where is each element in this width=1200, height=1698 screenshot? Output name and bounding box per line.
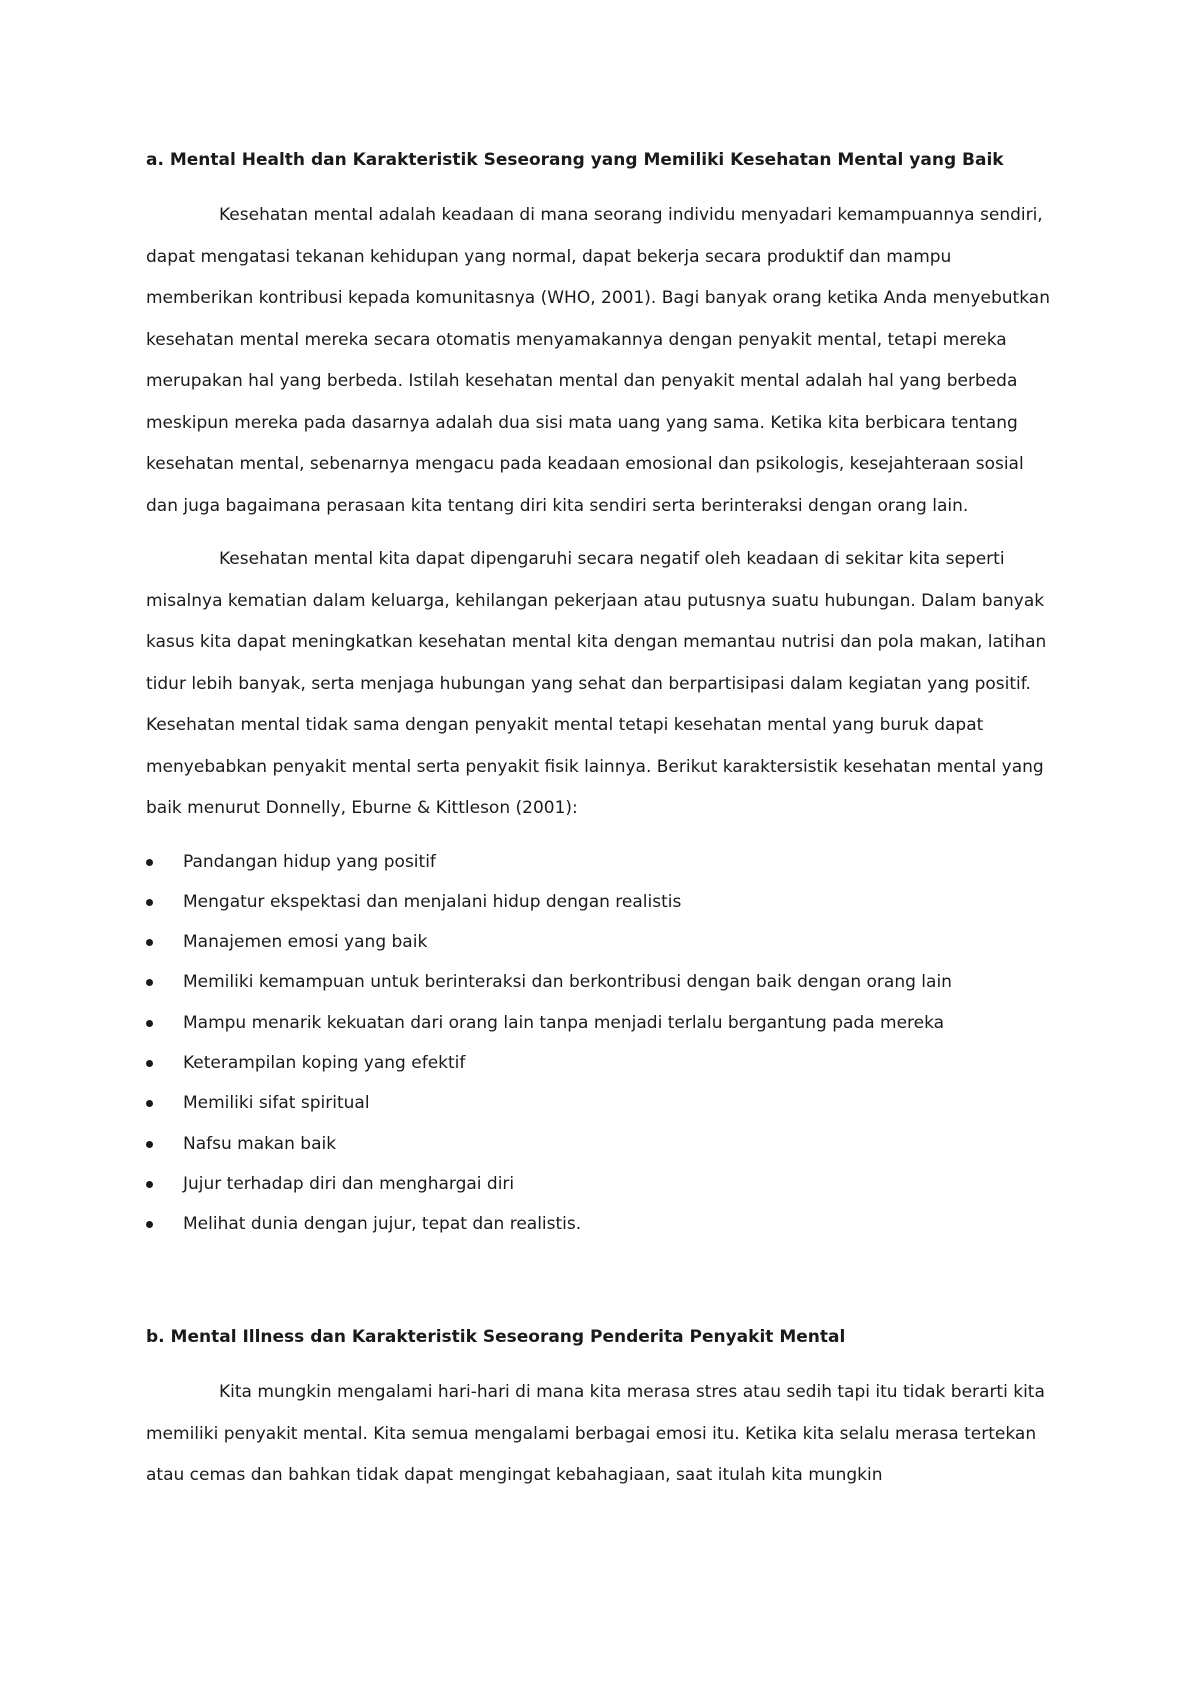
section-mental-illness: [146, 1322, 1061, 1497]
list-item: [146, 842, 1061, 882]
section-mental-health: [146, 145, 1061, 1244]
list-item: [146, 882, 1061, 922]
bullet-icon: [146, 1020, 153, 1027]
list-item-text: Keterampilan koping yang efektif: [183, 1052, 466, 1073]
list-item: [146, 1164, 1061, 1204]
section-a-heading: a. Mental Health dan Karakteristik Seseorang yang Memiliki Kesehatan Mental yang Baik: [146, 150, 1004, 170]
bullet-icon: [146, 939, 153, 946]
list-item-text: Pandangan hidup yang positif: [183, 851, 436, 872]
section-b-paragraph-1: Kita mungkin mengalami hari-hari di mana kita merasa stres atau sedih tapi itu tidak berarti kita memiliki penyakit mental. Kita semua mengalami berbagai emosi itu. Ketika kita selalu merasa tertekan atau cemas dan bahkan tidak dapat mengingat kebahagiaan, saat itulah kita mungkin: [146, 1382, 1045, 1486]
list-item-text: Mengatur ekspektasi dan menjalani hidup dengan realistis: [183, 891, 682, 912]
list-item-text: Jujur terhadap diri dan menghargai diri: [183, 1173, 515, 1194]
characteristics-list: [146, 842, 1061, 1245]
bullet-icon: [146, 1141, 153, 1148]
bullet-icon: [146, 1221, 153, 1228]
document-body: [146, 145, 1061, 1497]
list-item-text: Mampu menarik kekuatan dari orang lain tanpa menjadi terlalu bergantung pada mereka: [183, 1012, 945, 1033]
list-item-text: Manajemen emosi yang baik: [183, 932, 428, 953]
list-item: [146, 922, 1061, 962]
bullet-icon: [146, 979, 153, 986]
list-item: [146, 1204, 1061, 1244]
list-item: [146, 962, 1061, 1002]
list-item-text: Melihat dunia dengan jujur, tepat dan realistis.: [183, 1214, 582, 1235]
list-item: [146, 1124, 1061, 1164]
bullet-icon: [146, 1181, 153, 1188]
bullet-icon: [146, 1100, 153, 1107]
list-item-text: Nafsu makan baik: [183, 1133, 337, 1154]
list-item: [146, 1043, 1061, 1083]
bullet-icon: [146, 859, 153, 866]
section-a-paragraph-2: Kesehatan mental kita dapat dipengaruhi secara negatif oleh keadaan di sekitar kita seperti misalnya kematian dalam keluarga, kehilangan pekerjaan atau putusnya suatu hubungan. Dalam banyak kasus kita dapat meningkatkan kesehatan mental kita dengan memantau nutrisi dan pola makan, latihan tidur lebih banyak, serta menjaga hubungan yang sehat dan berpartisipasi dalam kegiatan yang positif. Kesehatan mental tidak sama dengan penyakit mental tetapi kesehatan mental yang buruk dapat menyebabkan penyakit mental serta penyakit fisik lainnya. Berikut karaktersistik kesehatan mental yang baik menurut Donnelly, Eburne & Kittleson (2001):: [146, 549, 1047, 818]
bullet-icon: [146, 899, 153, 906]
list-item: [146, 1003, 1061, 1043]
section-a-paragraph-1: Kesehatan mental adalah keadaan di mana seorang individu menyadari kemampuannya sendiri, dapat mengatasi tekanan kehidupan yang normal, dapat bekerja secara produktif dan mampu memberikan kontribusi kepada komunitasnya (WHO, 2001). Bagi banyak orang ketika Anda menyebutkan kesehatan mental mereka secara otomatis menyamakannya dengan penyakit mental, tetapi mereka merupakan hal yang berbeda. Istilah kesehatan mental dan penyakit mental adalah hal yang berbeda meskipun mereka pada dasarnya adalah dua sisi mata uang yang sama. Ketika kita berbicara tentang kesehatan mental, sebenarnya mengacu pada keadaan emosional dan psikologis, kesejahteraan sosial dan juga bagaimana perasaan kita tentang diri kita sendiri serta berinteraksi dengan orang lain.: [146, 205, 1050, 516]
section-b-heading: b. Mental Illness dan Karakteristik Seseorang Penderita Penyakit Mental: [146, 1327, 846, 1348]
list-item-text: Memiliki sifat spiritual: [183, 1093, 370, 1114]
bullet-icon: [146, 1060, 153, 1067]
list-item-text: Memiliki kemampuan untuk berinteraksi dan berkontribusi dengan baik dengan orang lain: [183, 972, 952, 993]
list-item: [146, 1083, 1061, 1123]
